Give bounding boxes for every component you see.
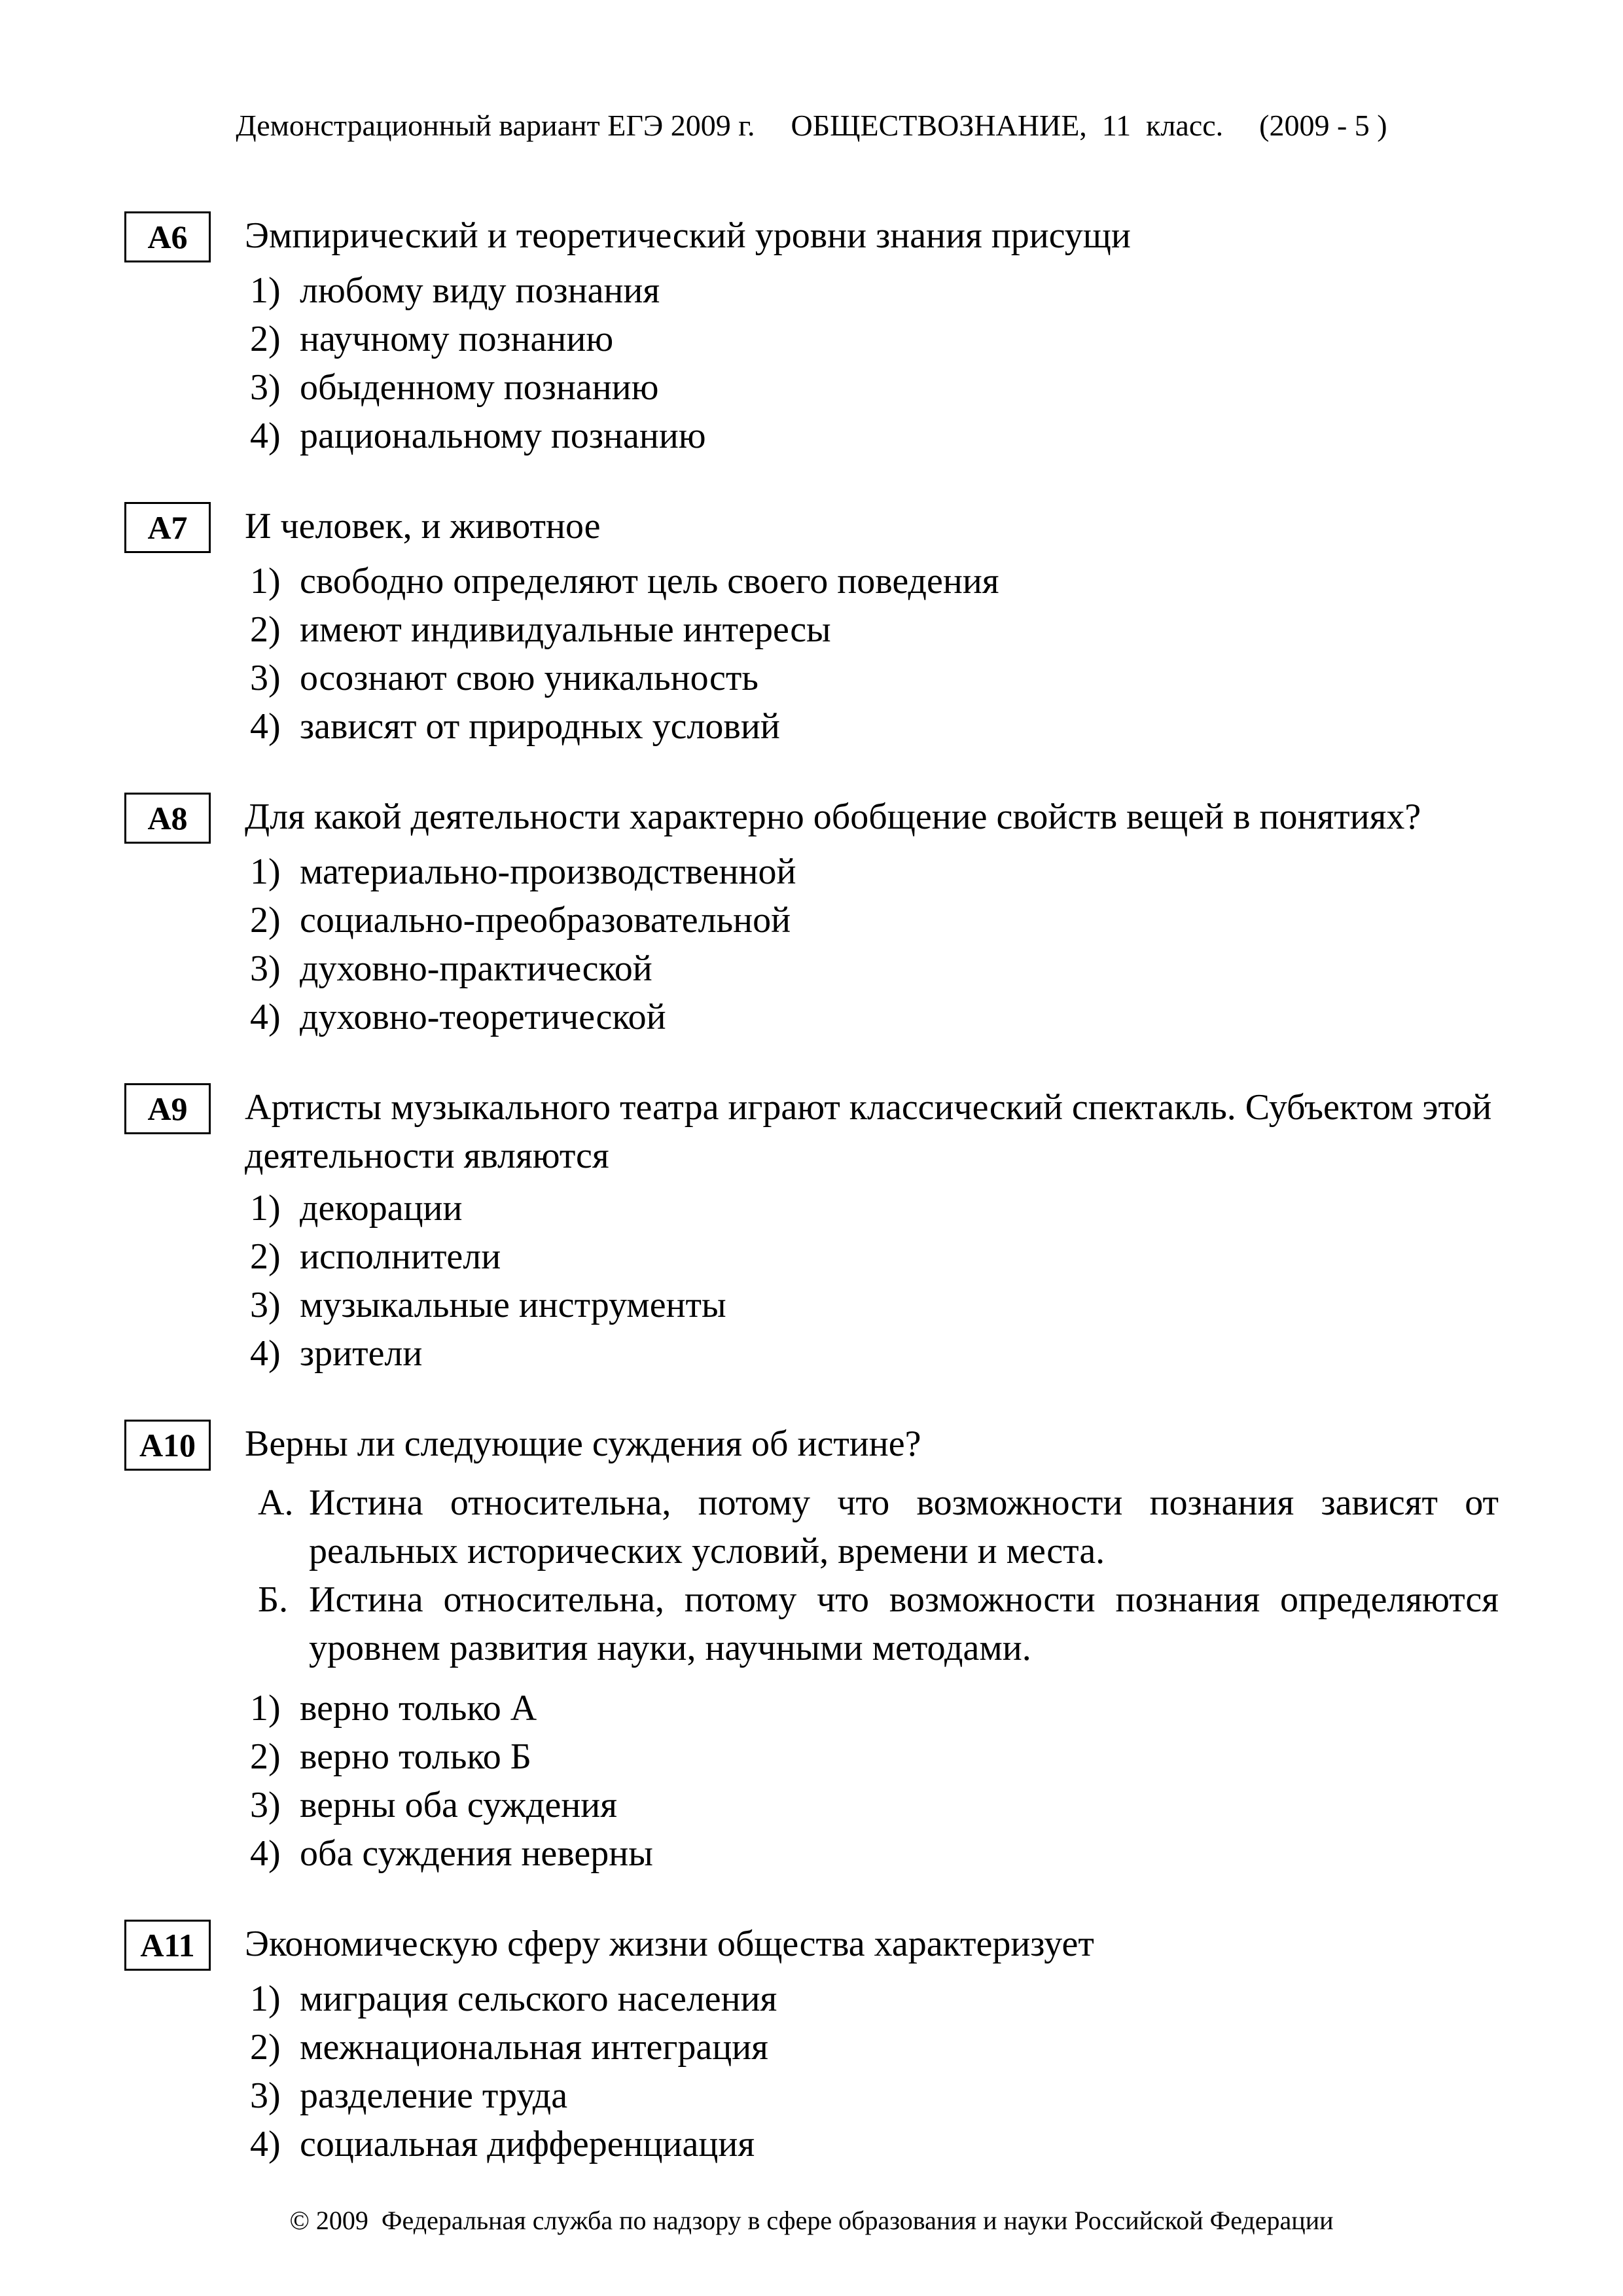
- option-number: 1): [250, 270, 281, 311]
- option-number: 3): [250, 948, 281, 989]
- option-row: [250, 702, 1499, 751]
- question-block-a8: [124, 793, 1499, 1041]
- question-head: [124, 1920, 1499, 1971]
- option-row: [250, 1781, 1499, 1829]
- option-number: 1): [250, 561, 281, 601]
- question-text: Экономическую сферу жизни общества характеризует: [245, 1924, 1094, 1964]
- option-number: 4): [250, 1833, 281, 1874]
- option-number: 2): [250, 319, 281, 359]
- option-number: 2): [250, 1236, 281, 1277]
- option-text: музыкальные инструменты: [300, 1285, 726, 1325]
- option-number: 4): [250, 2124, 281, 2164]
- options-list: [250, 557, 1499, 751]
- statement-text: Истина относительна, потому что возможности познания определяются уровнем развития науки, научными методами.: [309, 1579, 1499, 1668]
- option-number: 3): [250, 2075, 281, 2116]
- header-page-code: (2009 - 5 ): [1259, 109, 1387, 142]
- option-row: [250, 1281, 1499, 1329]
- option-row: [250, 848, 1499, 896]
- option-text: научному познанию: [300, 319, 614, 359]
- option-row: [250, 1829, 1499, 1878]
- option-row: [250, 1232, 1499, 1281]
- option-row: [250, 412, 1499, 460]
- option-text: верны оба суждения: [300, 1785, 618, 1825]
- option-text: миграция сельского населения: [300, 1979, 777, 2019]
- question-number: А9: [147, 1090, 188, 1127]
- options-list: [250, 1684, 1499, 1878]
- option-number: 3): [250, 1785, 281, 1825]
- option-number: 4): [250, 997, 281, 1037]
- header-subject: ОБЩЕСТВОЗНАНИЕ, 11 класс.: [791, 109, 1224, 142]
- option-text: материально-производственной: [300, 852, 796, 892]
- option-number: 3): [250, 658, 281, 698]
- option-text: оба суждения неверны: [300, 1833, 653, 1874]
- question-number: А11: [140, 1927, 195, 1964]
- option-text: рациональному познанию: [300, 416, 706, 456]
- question-block-a7: [124, 502, 1499, 751]
- option-text: исполнители: [300, 1236, 501, 1277]
- question-text: И человек, и животное: [245, 506, 601, 547]
- option-number: 2): [250, 1736, 281, 1777]
- header-document-title: Демонстрационный вариант ЕГЭ 2009 г.: [236, 109, 755, 142]
- footer-copyright: © 2009 Федеральная служба по надзору в сфере образования и науки Российской Федерации: [289, 2206, 1334, 2235]
- question-block-a6: [124, 211, 1499, 460]
- option-number: 3): [250, 367, 281, 408]
- question-text: Для какой деятельности характерно обобщение свойств вещей в понятиях?: [245, 797, 1421, 837]
- question-text: Эмпирический и теоретический уровни знания присущи: [245, 215, 1131, 256]
- option-text: межнациональная интеграция: [300, 2027, 768, 2068]
- question-number: А8: [147, 800, 188, 836]
- options-list: [250, 1975, 1499, 2168]
- option-number: 1): [250, 852, 281, 892]
- question-block-a11: [124, 1920, 1499, 2168]
- question-number: А6: [147, 219, 188, 255]
- option-row: [250, 944, 1499, 993]
- option-text: духовно-практической: [300, 948, 652, 989]
- page-header: [124, 108, 1499, 143]
- options-list: [250, 1184, 1499, 1378]
- question-text: Верны ли следующие суждения об истине?: [245, 1424, 921, 1464]
- option-text: социально-преобразовательной: [300, 900, 791, 941]
- option-row: [250, 1975, 1499, 2023]
- statement-label: А.: [258, 1482, 294, 1523]
- option-number: 1): [250, 1188, 281, 1229]
- statement-row: [258, 1575, 1499, 1672]
- option-row: [250, 1184, 1499, 1232]
- option-number: 4): [250, 1333, 281, 1374]
- option-text: имеют индивидуальные интересы: [300, 609, 831, 650]
- option-text: верно только Б: [300, 1736, 531, 1777]
- option-text: декорации: [300, 1188, 463, 1229]
- question-number-box: [124, 1083, 211, 1134]
- option-row: [250, 363, 1499, 412]
- option-row: [250, 1684, 1499, 1732]
- option-text: осознают свою уникальность: [300, 658, 758, 698]
- question-number-box: [124, 793, 211, 844]
- option-number: 1): [250, 1979, 281, 2019]
- question-number-box: [124, 1920, 211, 1971]
- question-head: [124, 211, 1499, 262]
- option-row: [250, 1329, 1499, 1378]
- option-text: зрители: [300, 1333, 423, 1374]
- question-head: [124, 502, 1499, 553]
- option-number: 1): [250, 1688, 281, 1729]
- option-text: свободно определяют цель своего поведения: [300, 561, 999, 601]
- option-row: [250, 896, 1499, 944]
- option-row: [250, 315, 1499, 363]
- option-row: [250, 605, 1499, 654]
- option-row: [250, 266, 1499, 315]
- question-number-box: [124, 502, 211, 553]
- question-head: [124, 1420, 1499, 1471]
- statement-text: Истина относительна, потому что возможности познания зависят от реальных исторических условий, времени и места.: [309, 1482, 1499, 1571]
- option-text: зависят от природных условий: [300, 706, 780, 747]
- question-number: А7: [147, 509, 188, 546]
- option-row: [250, 2120, 1499, 2168]
- option-row: [250, 557, 1499, 605]
- option-text: социальная дифференциация: [300, 2124, 755, 2164]
- option-text: верно только А: [300, 1688, 537, 1729]
- option-number: 2): [250, 2027, 281, 2068]
- statement-label: Б.: [258, 1579, 289, 1620]
- question-head: [124, 1083, 1499, 1180]
- question-block-a9: [124, 1083, 1499, 1378]
- option-number: 2): [250, 609, 281, 650]
- option-number: 3): [250, 1285, 281, 1325]
- option-number: 4): [250, 416, 281, 456]
- option-number: 2): [250, 900, 281, 941]
- option-text: разделение труда: [300, 2075, 568, 2116]
- question-number: А10: [139, 1427, 196, 1463]
- options-list: [250, 848, 1499, 1041]
- question-head: [124, 793, 1499, 844]
- option-number: 4): [250, 706, 281, 747]
- option-text: духовно-теоретической: [300, 997, 666, 1037]
- option-row: [250, 1732, 1499, 1781]
- page-footer: [0, 2205, 1623, 2236]
- option-row: [250, 654, 1499, 702]
- statement-row: [258, 1479, 1499, 1575]
- statements-list: [258, 1479, 1499, 1672]
- question-number-box: [124, 1420, 211, 1471]
- option-row: [250, 2023, 1499, 2072]
- option-row: [250, 2072, 1499, 2120]
- option-text: обыденному познанию: [300, 367, 659, 408]
- question-block-a10: [124, 1420, 1499, 1878]
- question-number-box: [124, 211, 211, 262]
- option-text: любому виду познания: [300, 270, 660, 311]
- options-list: [250, 266, 1499, 460]
- option-row: [250, 993, 1499, 1041]
- question-text: Артисты музыкального театра играют классический спектакль. Субъектом этой деятельности являются: [245, 1087, 1492, 1176]
